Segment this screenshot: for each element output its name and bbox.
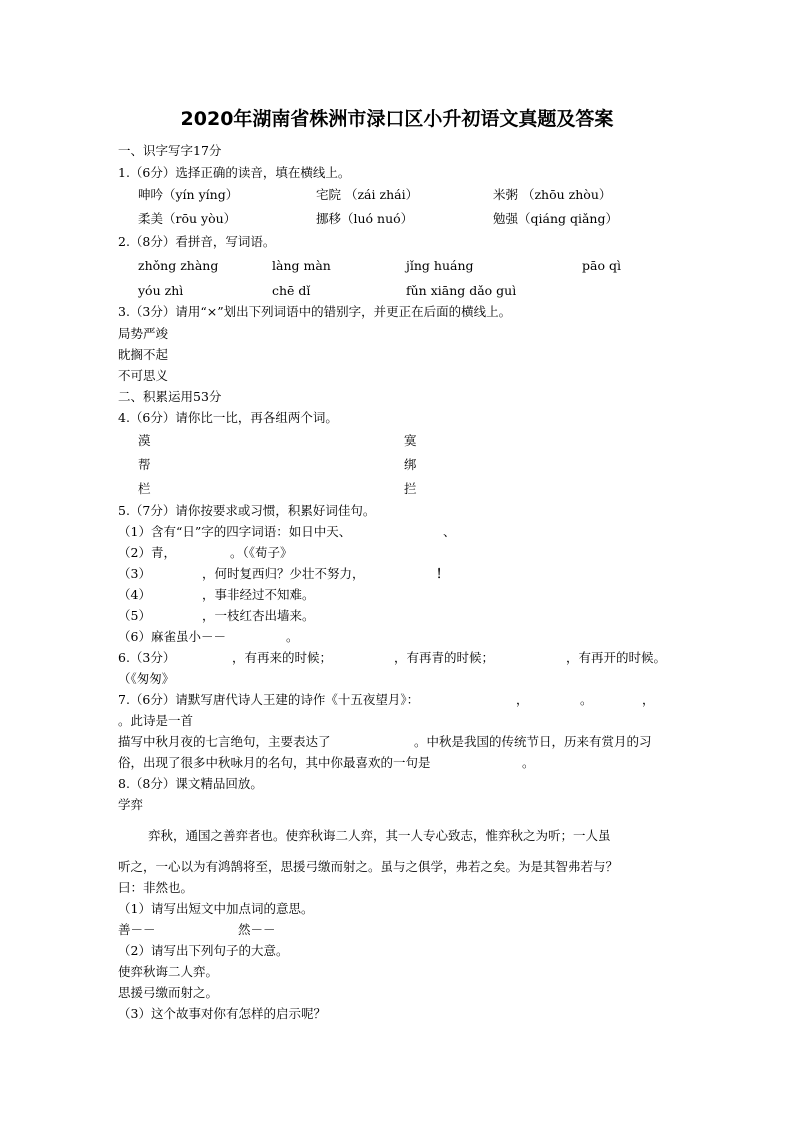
q5-exclamation: ！	[436, 566, 449, 581]
q5-item-text: （4）	[118, 587, 151, 602]
q7-line	[118, 733, 652, 751]
q2-pinyin: pāo qì	[582, 258, 621, 273]
q7-text: 。中秋是我国的传统节日，历来有赏月的习	[414, 734, 652, 749]
question-1-stem: 1.（6分）选择正确的读音，填在横线上。	[118, 165, 351, 180]
q1-option: 柔美（rōu yòu）	[138, 211, 237, 226]
question-3-stem: 3.（3分）请用“×”划出下列词语中的错别字，并更正在后面的横线上。	[118, 304, 512, 319]
q8-term: 然－－	[238, 922, 276, 937]
q5-item-text: （5）	[118, 608, 151, 623]
q5-item	[118, 607, 315, 625]
passage-paragraph: 曰：非然也。	[118, 880, 194, 895]
q8-term: 善－－	[118, 922, 156, 937]
section-heading-2: 二、积累运用53分	[118, 389, 222, 404]
q7-punct: 。	[580, 692, 593, 707]
q2-pinyin: jǐng huáng	[406, 258, 474, 273]
q4-char: 漠	[138, 433, 151, 448]
passage-heading: 学弈	[118, 797, 144, 812]
q6-part: ，有再开的时候。	[566, 650, 667, 665]
page-title: 2020年湖南省株洲市渌口区小升初语文真题及答案	[180, 108, 614, 130]
q5-item-tail: 。（《荀子》	[230, 545, 293, 560]
q5-item	[118, 523, 456, 541]
q4-char: 绑	[404, 457, 417, 472]
question-4-stem: 4.（6分）请你比一比，再各组两个词。	[118, 410, 338, 425]
q5-item-tail: ，事非经过不知难。	[202, 587, 315, 602]
q1-option: 呻吟（yín yíng）	[138, 187, 239, 202]
q5-item-text: （3）	[118, 566, 151, 581]
q5-item	[118, 544, 293, 562]
q7-line: 。此诗是一首	[118, 713, 194, 728]
q2-pinyin: zhǒng zhàng	[138, 258, 219, 273]
q8-subquestion: （3）这个故事对你有怎样的启示呢？	[118, 1006, 326, 1021]
passage-paragraph: 弈秋，通国之善弈者也。使弈秋诲二人弈，其一人专心致志，惟弈秋之为听；一人虽	[148, 828, 611, 843]
q8-sentence: 使弈秋诲二人弈。	[118, 964, 219, 979]
q5-item-tail: 、	[443, 524, 456, 539]
q1-option: 宅院 （zái zhái）	[316, 187, 419, 202]
q7-punct: ，	[642, 692, 655, 707]
q5-item-tail: ，何时复西归？少壮不努力，	[202, 566, 365, 581]
q3-item: 局势严竣	[118, 326, 169, 341]
q4-char: 帮	[138, 457, 151, 472]
q5-item-tail: 。	[286, 629, 299, 644]
q2-pinyin: làng màn	[272, 258, 331, 273]
q7-text: 。	[522, 755, 535, 770]
q8-sentence: 思援弓缴而射之。	[118, 985, 219, 1000]
q8-answer-line	[118, 921, 276, 939]
q2-pinyin: yóu zhì	[138, 283, 184, 298]
q8-subquestion: （2）请写出下列句子的大意。	[118, 943, 289, 958]
passage-paragraph: 听之，一心以为有鸿鹄将至，思援弓缴而射之。虽与之俱学，弗若之矣。为是其智弗若与？	[118, 859, 619, 874]
q2-pinyin: chē dǐ	[272, 283, 311, 298]
q2-pinyin: fǔn xiāng dǎo guì	[406, 283, 517, 298]
q5-item	[118, 628, 299, 646]
q7-punct: ，	[516, 692, 529, 707]
q8-subquestion: （1）请写出短文中加点词的意思。	[118, 901, 314, 916]
q7-text: 描写中秋月夜的七言绝句，主要表达了	[118, 734, 331, 749]
q6-source: （《匆匆》	[118, 671, 175, 686]
q4-char: 拦	[404, 481, 417, 496]
q6-part: ，有再来的时候；	[232, 650, 333, 665]
question-5-stem: 5.（7分）请你按要求或习惯，积累好词佳句。	[118, 503, 376, 518]
question-6-stem: 6.（3分）	[118, 650, 176, 665]
q5-item-text: （2）青，	[118, 545, 176, 560]
q1-option: 勉强（qiáng qiǎng）	[493, 211, 618, 226]
question-7	[118, 691, 655, 709]
q5-item	[118, 565, 449, 583]
q7-text: 俗，出现了很多中秋咏月的名句，其中你最喜欢的一句是	[118, 755, 431, 770]
q5-item	[118, 586, 315, 604]
q1-option: 挪移（luó nuó）	[316, 211, 414, 226]
q4-char: 寞	[404, 433, 417, 448]
q7-line	[118, 754, 535, 772]
q3-item: 眈搁不起	[118, 347, 169, 362]
q5-item-text: （6）麻雀虽小－－	[118, 629, 226, 644]
question-2-stem: 2.（8分）看拼音，写词语。	[118, 234, 276, 249]
q4-char: 栏	[138, 481, 151, 496]
section-heading-1: 一、识字写字17分	[118, 143, 222, 158]
q3-item: 不可思义	[118, 368, 169, 383]
q1-option: 米粥 （zhōu zhòu）	[493, 187, 612, 202]
q5-item-text: （1）含有“日”字的四字词语：如日中天、	[118, 524, 352, 539]
question-6	[118, 649, 667, 667]
question-7-stem: 7.（6分）请默写唐代诗人王建的诗作《十五夜望月》：	[118, 692, 420, 707]
q6-part: ，有再青的时候；	[394, 650, 495, 665]
q5-item-tail: ，一枝红杏出墙来。	[202, 608, 315, 623]
question-8-stem: 8.（8分）课文精品回放。	[118, 776, 263, 791]
